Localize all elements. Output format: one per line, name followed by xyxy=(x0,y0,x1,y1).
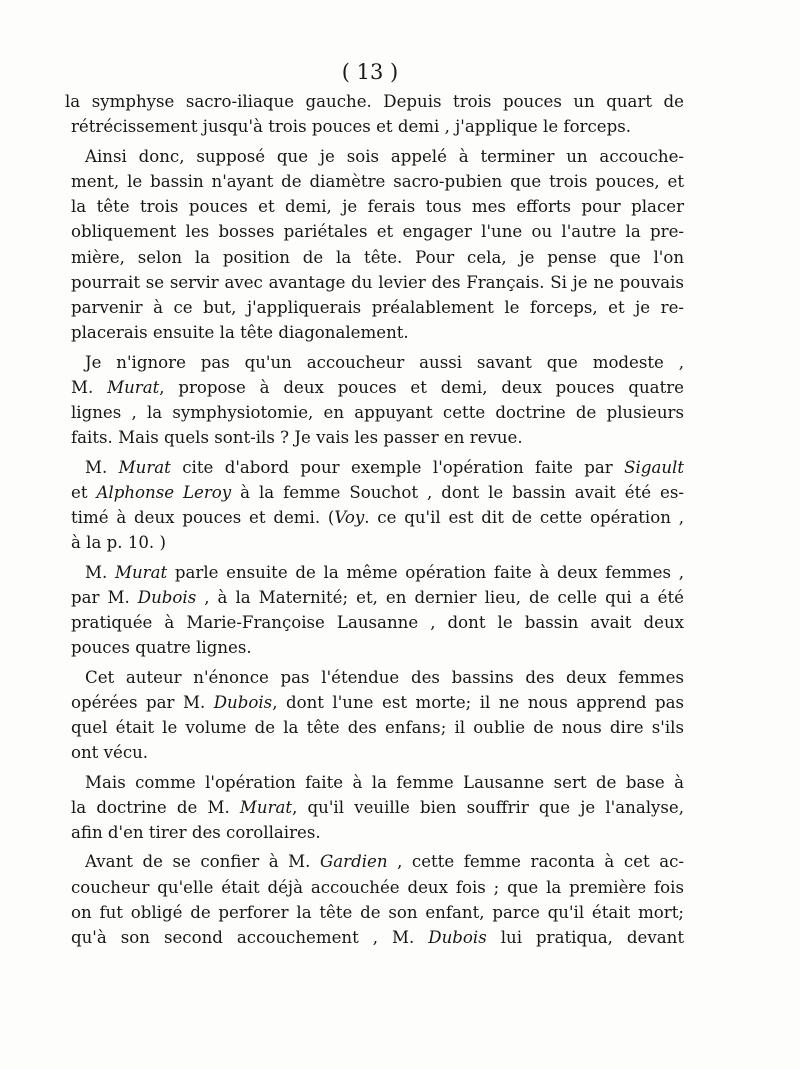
text-run: parvenir à ce but, j'appliquerais préalablement le forceps, et je re- xyxy=(71,298,684,317)
text-line xyxy=(65,665,684,690)
text-run: pratiquée à Marie-Françoise Lausanne , dont le bassin avait deux xyxy=(71,613,684,632)
text-line xyxy=(65,610,684,635)
text-run: . ce qu'il est dit de cette opération , xyxy=(364,508,684,527)
paragraph xyxy=(65,350,684,451)
text-run: à la femme Souchot , dont le bassin avait été es- xyxy=(231,482,685,502)
paragraph xyxy=(65,144,684,346)
text-line xyxy=(65,169,684,194)
text-run: Avant de se confier à M. xyxy=(85,852,320,872)
text-run: la doctrine de M. xyxy=(71,797,240,817)
italic-name: Murat xyxy=(114,562,168,582)
paragraph xyxy=(65,455,684,556)
paragraph xyxy=(65,560,684,661)
body-text xyxy=(65,89,684,950)
italic-name: Murat xyxy=(118,457,171,477)
italic-name: Voy xyxy=(334,508,365,527)
text-run: Je n'ignore pas qu'un accoucheur aussi savant que modeste , xyxy=(85,352,684,372)
text-line xyxy=(65,400,684,425)
text-run: on fut obligé de perforer la tête de son enfant, parce qu'il était mort; xyxy=(71,902,684,922)
paragraph xyxy=(65,89,684,140)
text-run: la tête trois pouces et demi, je ferais tous mes efforts pour placer xyxy=(71,197,684,216)
text-line xyxy=(65,740,684,765)
text-line xyxy=(65,375,684,400)
text-run: parle ensuite de la même opération faite à deux femmes , xyxy=(167,562,684,582)
italic-name: Murat xyxy=(107,377,160,397)
italic-name: Murat xyxy=(239,797,293,817)
text-run: à la p. 10. ) xyxy=(71,533,166,553)
paragraph xyxy=(65,770,684,846)
italic-name: Dubois xyxy=(137,587,197,607)
text-line xyxy=(65,770,684,795)
text-run: rétrécissement jusqu'à trois pouces et demi , j'applique le forceps. xyxy=(71,117,632,137)
text-run: , à la Maternité; et, en dernier lieu, de celle qui a été xyxy=(196,587,684,607)
text-line xyxy=(65,635,684,660)
text-run: mière, selon la position de la tête. Pour cela, je pense que l'on xyxy=(71,247,684,267)
text-line xyxy=(65,350,684,375)
text-line xyxy=(65,114,684,139)
text-run: , cette femme raconta à cet ac- xyxy=(387,852,685,872)
paragraph xyxy=(65,665,684,766)
text-line xyxy=(65,560,684,585)
page-number: ( 13 ) xyxy=(341,60,399,84)
text-run: lui pratiqua, devant xyxy=(486,928,684,947)
text-line xyxy=(65,480,684,505)
text-run: M. xyxy=(71,377,108,397)
italic-name: Dubois xyxy=(428,928,487,947)
text-line xyxy=(65,875,684,900)
text-run: qu'à son second accouchement , M. xyxy=(71,928,429,947)
text-line xyxy=(65,715,684,740)
text-line xyxy=(65,219,684,244)
text-run: placerais ensuite la tête diagonalement. xyxy=(71,323,409,343)
text-run: Cet auteur n'énonce pas l'étendue des bassins des deux femmes xyxy=(85,667,684,687)
text-line xyxy=(65,530,684,555)
text-run: opérées par M. xyxy=(71,692,214,712)
text-run: Ainsi donc, supposé que je sois appelé à terminer un accouche- xyxy=(85,146,684,166)
text-line xyxy=(65,690,684,715)
text-run: par M. xyxy=(71,587,138,607)
text-line xyxy=(65,194,684,219)
text-run: ont vécu. xyxy=(71,743,149,763)
text-run: afin d'en tirer des corollaires. xyxy=(71,823,321,842)
text-line xyxy=(65,144,684,169)
text-line xyxy=(65,585,684,610)
text-run: obliquement les bosses pariétales et engager l'une ou l'autre la pre- xyxy=(71,222,684,242)
text-line xyxy=(65,425,684,450)
text-run: M. xyxy=(85,562,115,582)
text-line xyxy=(65,900,684,925)
text-run: pouces quatre lignes. xyxy=(71,638,252,658)
text-line xyxy=(65,820,684,845)
text-line xyxy=(65,795,684,820)
text-line xyxy=(65,849,684,874)
text-run: cite d'abord pour exemple l'opération faite par xyxy=(170,457,625,477)
text-run: et xyxy=(71,482,97,502)
text-line xyxy=(65,295,684,320)
text-line xyxy=(65,245,684,270)
text-run: Mais comme l'opération faite à la femme Lausanne sert de base à xyxy=(85,772,684,792)
text-run: lignes , la symphysiotomie, en appuyant cette doctrine de plusieurs xyxy=(71,403,684,422)
text-line xyxy=(65,455,684,480)
italic-name: Alphonse Leroy xyxy=(96,482,232,502)
text-run: quel était le volume de la tête des enfans; il oublie de nous dire s'ils xyxy=(71,718,684,737)
text-run: coucheur qu'elle était déjà accouchée deux fois ; que la première fois xyxy=(71,877,684,897)
text-run: faits. Mais quels sont-ils ? Je vais les passer en revue. xyxy=(71,428,523,448)
text-line xyxy=(65,320,684,345)
paragraph xyxy=(65,849,684,950)
text-line xyxy=(65,505,684,530)
text-line xyxy=(65,925,684,950)
text-line xyxy=(65,89,684,114)
text-run: ment, le bassin n'ayant de diamètre sacro-pubien que trois pouces, et xyxy=(71,171,684,191)
italic-name: Dubois xyxy=(213,692,273,712)
text-run: , propose à deux pouces et demi, deux pouces quatre xyxy=(159,377,684,397)
italic-name: Gardien xyxy=(319,852,388,872)
text-run: M. xyxy=(85,457,119,477)
text-run: pourrait se servir avec avantage du levier des Français. Si je ne pouvais xyxy=(71,272,684,292)
italic-name: Sigault xyxy=(624,457,684,477)
text-run: la symphyse sacro-iliaque gauche. Depuis trois pouces un quart de xyxy=(65,92,684,111)
text-run: , qu'il veuille bien souffrir que je l'analyse, xyxy=(292,797,685,817)
text-run: timé à deux pouces et demi. ( xyxy=(71,508,335,527)
text-run: , dont l'une est morte; il ne nous apprend pas xyxy=(272,692,684,712)
text-line xyxy=(65,270,684,295)
